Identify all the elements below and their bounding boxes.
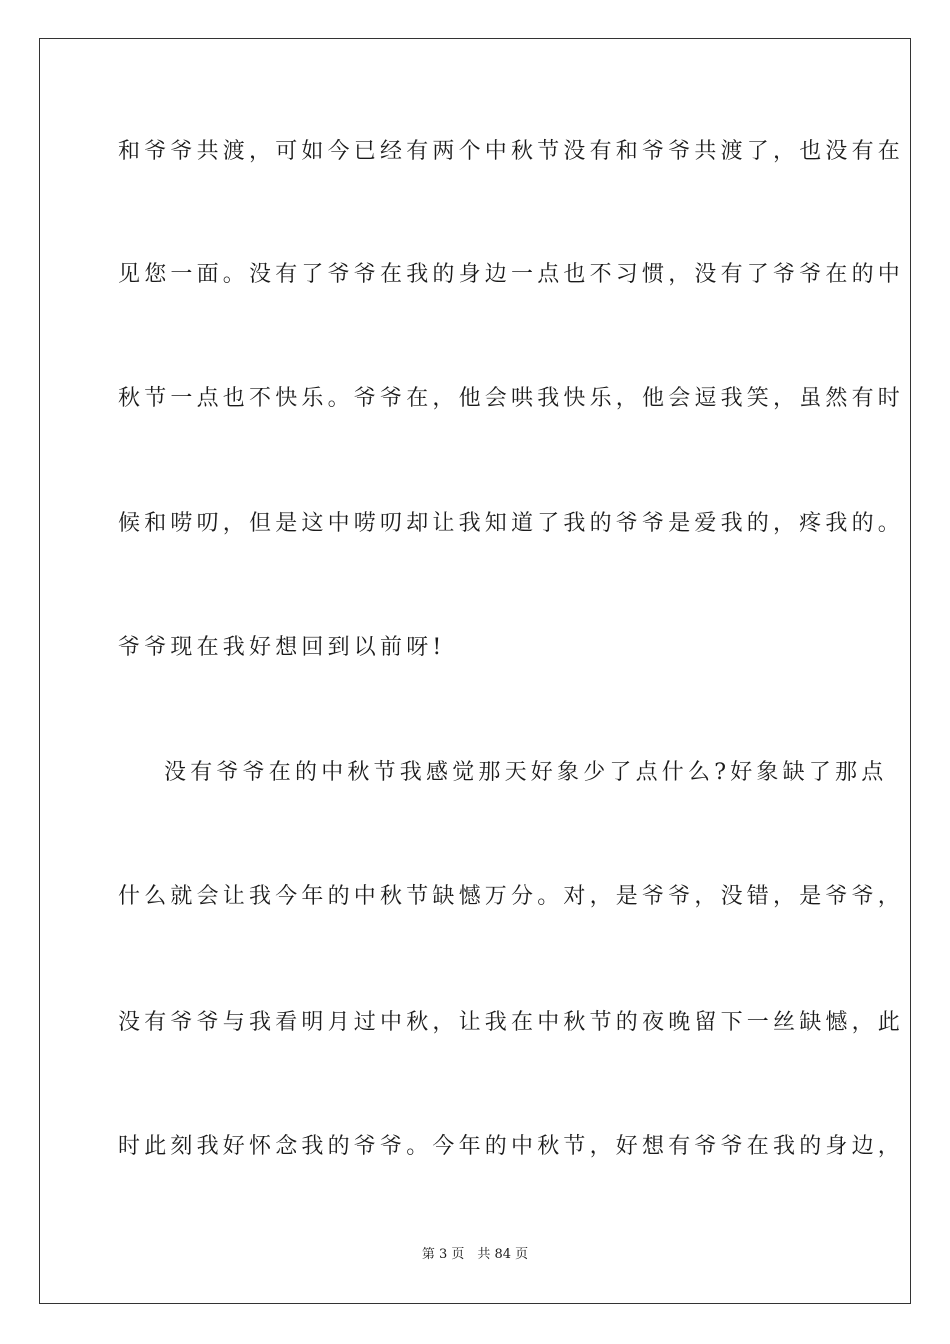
text-line: 没有爷爷与我看明月过中秋，让我在中秋节的夜晚留下一丝缺憾，此: [118, 1010, 905, 1035]
page-number-footer: 第 3 页 共 84 页: [421, 1247, 529, 1262]
page-border: [39, 38, 911, 1304]
text-line: 什么就会让我今年的中秋节缺憾万分。对，是爷爷，没错，是爷爷，: [118, 884, 905, 909]
text-line: 秋节一点也不快乐。爷爷在，他会哄我快乐，他会逗我笑，虽然有时: [118, 386, 905, 411]
text-line: 候和唠叨，但是这中唠叨却让我知道了我的爷爷是爱我的，疼我的。: [118, 511, 905, 536]
paragraph-first-line: 没有爷爷在的中秋节我感觉那天好象少了点什么?好象缺了那点: [164, 760, 888, 785]
text-line: 时此刻我好怀念我的爷爷。今年的中秋节，好想有爷爷在我的身边，: [118, 1134, 905, 1159]
text-line: 和爷爷共渡，可如今已经有两个中秋节没有和爷爷共渡了，也没有在: [118, 139, 905, 164]
text-line: 爷爷现在我好想回到以前呀!: [118, 635, 446, 660]
text-line: 见您一面。没有了爷爷在我的身边一点也不习惯，没有了爷爷在的中: [118, 262, 905, 287]
